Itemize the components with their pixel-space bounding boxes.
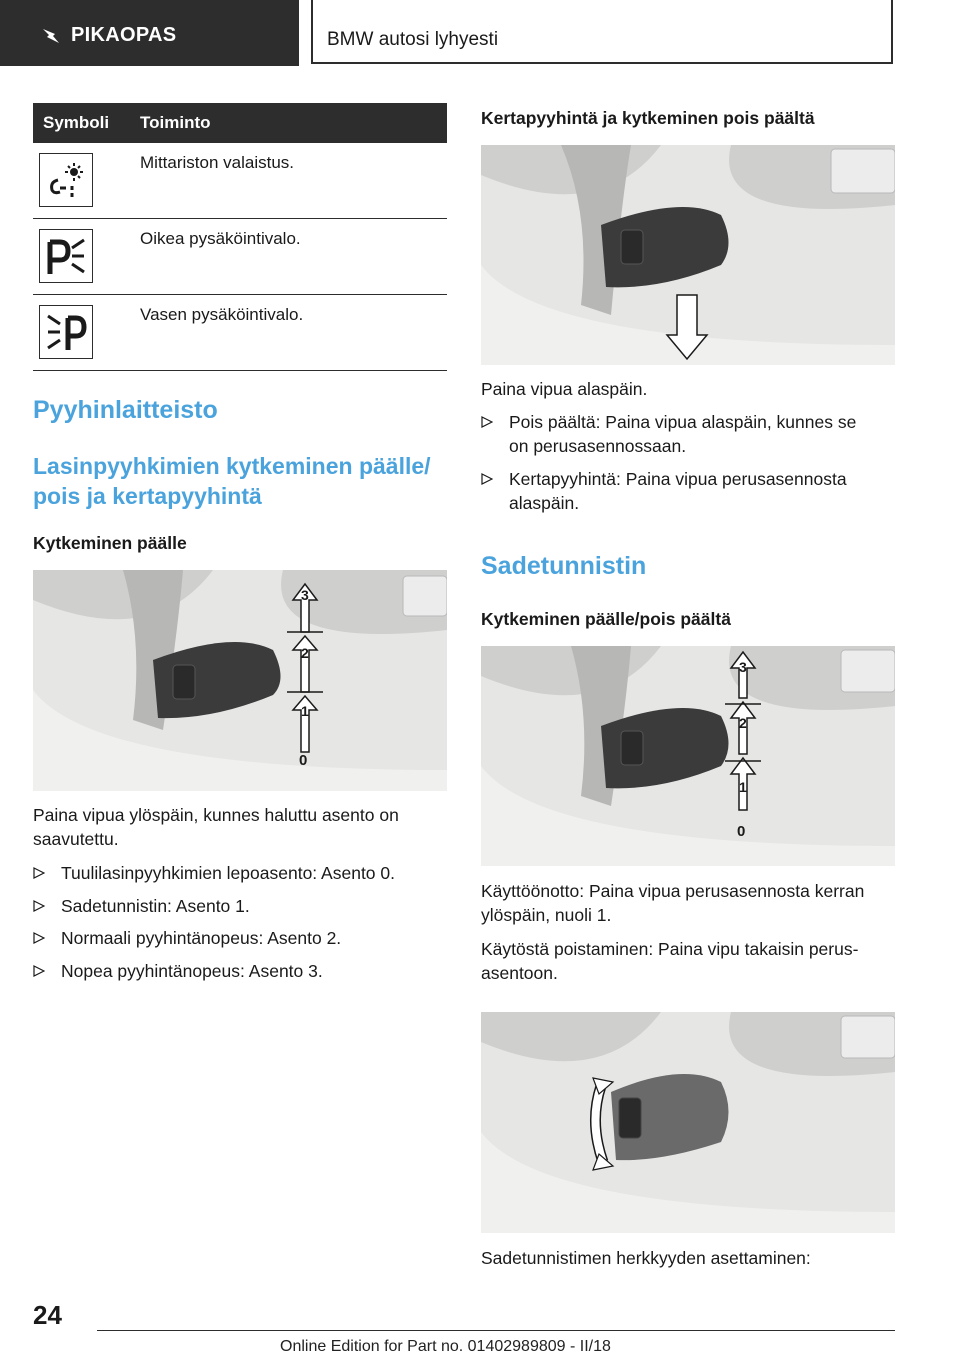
position-label-3: 3 (739, 659, 747, 675)
list-item (481, 467, 847, 515)
paragraph-line1: Paina vipua ylöspäin, kunnes haluttu asento on (33, 805, 399, 825)
list-item-text: Normaali pyyhintänopeus: Asento 2. (61, 928, 342, 948)
position-label-2: 2 (739, 715, 747, 731)
lightning-icon (41, 27, 61, 45)
bullet-triangle-icon (481, 467, 509, 515)
chapter-label[interactable] (41, 24, 176, 47)
position-label-1: 1 (739, 779, 747, 795)
position-label-3: 3 (301, 587, 309, 603)
column-header-function: Toiminto (140, 113, 211, 132)
sensitivity-wheel-image (481, 1012, 895, 1233)
position-label-1: 1 (301, 703, 309, 719)
list-item-text (509, 410, 856, 458)
footer-edition: Online Edition for Part no. 01402989809 - II/18 (280, 1338, 611, 1355)
list-item (33, 861, 395, 886)
column-header-symbol: Symboli (43, 113, 110, 132)
function-text: Mittariston valaistus. (140, 153, 294, 172)
subsection-heading-line2: pois ja kertapyyhintä (33, 483, 262, 509)
parking-light-left-icon (39, 305, 93, 359)
paragraph: Sadetunnistimen herkkyyden asettaminen: (481, 1248, 811, 1268)
list-item (33, 959, 323, 984)
list-item-text: Nopea pyyhintänopeus: Asento 3. (61, 961, 323, 981)
function-text: Vasen pysäköintivalo. (140, 305, 304, 324)
bullet-triangle-icon (33, 926, 61, 951)
bullet-triangle-icon (33, 861, 61, 886)
paragraph-line1: Käyttöönotto: Paina vipua perusasennosta kerran (481, 881, 865, 901)
paragraph-line2: ylöspäin, nuoli 1. (481, 905, 612, 925)
list-item (481, 410, 856, 458)
wiper-lever-down-image (481, 145, 895, 365)
position-label-0: 0 (737, 823, 746, 840)
parking-light-right-icon (39, 229, 93, 283)
table-row (33, 295, 447, 371)
position-label-0: 0 (299, 752, 308, 769)
position-label-2: 2 (301, 645, 309, 661)
topic-heading: Kytkeminen päälle (33, 533, 187, 553)
page-title: BMW autosi lyhyesti (327, 29, 499, 50)
subsection-heading-line1: Lasinpyyhkimien kytkeminen päälle/ (33, 453, 431, 479)
list-item-text-line1: Kertapyyhintä: Paina vipua perusasennosta (509, 469, 847, 489)
list-item-text: Tuulilasinpyyhkimien lepoasento: Asento 0. (61, 863, 395, 883)
paragraph: Paina vipua alaspäin. (481, 379, 648, 399)
bullet-triangle-icon (481, 410, 509, 458)
topic-heading: Kytkeminen päälle/pois päältä (481, 609, 731, 629)
paragraph-line2: saavutettu. (33, 829, 119, 849)
page-number: 24 (33, 1300, 62, 1330)
table-row (33, 143, 447, 219)
table-header (33, 103, 447, 143)
bullet-triangle-icon (33, 894, 61, 919)
section-heading: Sadetunnistin (481, 552, 647, 580)
list-item-text: Sadetunnistin: Asento 1. (61, 896, 250, 916)
chapter-text: PIKAOPAS (71, 24, 177, 46)
symbol-table (33, 103, 447, 371)
section-heading: Pyyhinlaitteisto (33, 396, 218, 424)
list-item-text (509, 467, 847, 515)
wiper-lever-image (33, 570, 447, 791)
table-row (33, 219, 447, 295)
topic-heading: Kertapyyhintä ja kytkeminen pois päältä (481, 108, 815, 128)
function-text: Oikea pysäköintivalo. (140, 229, 301, 248)
paragraph-line1: Käytöstä poistaminen: Paina vipu takaisin perus- (481, 939, 859, 959)
rain-sensor-lever-image (481, 646, 895, 866)
list-item-text-line2: alaspäin. (509, 493, 580, 513)
footer-divider (97, 1330, 895, 1331)
list-item-text-line1: Pois päältä: Paina vipua alaspäin, kunnes se (509, 412, 857, 432)
instrument-lighting-icon (39, 153, 93, 207)
list-item (33, 894, 250, 919)
bullet-triangle-icon (33, 959, 61, 984)
paragraph-line2: asentoon. (481, 963, 558, 983)
list-item (33, 926, 341, 951)
list-item-text-line2: on perusasennossaan. (509, 436, 687, 456)
